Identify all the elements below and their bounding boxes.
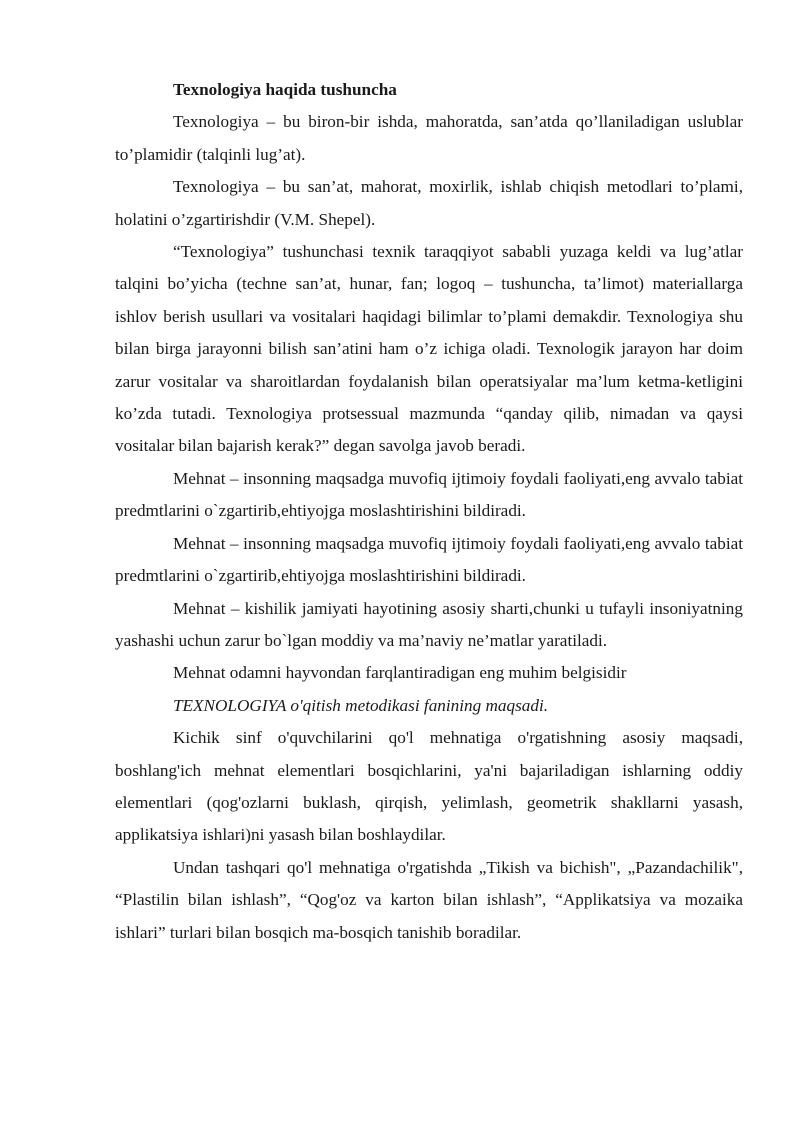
paragraph-definition-1: Texnologiya – bu biron-bir ishda, mahoratda, san’atda qo’llaniladigan uslublar to’plamidir (talqinli lug’at). [115, 112, 743, 164]
paragraph-labor-2: Mehnat – insonning maqsadga muvofiq ijtimoiy foydali faoliyati,eng avvalo tabiat predmtlarini o`zgartirib,ehtiyojga moslashtirishini bildiradi. [115, 533, 743, 586]
paragraph-labor-1: Mehnat – insonning maqsadga muvofiq ijtimoiy foydali faoliyati,eng avvalo tabiat predmtlarini o`zgartirib,ehtiyojga moslashtirishini bildiradi. [115, 468, 743, 521]
paragraph-technology-concept: “Texnologiya” tushunchasi texnik taraqqiyot sababli yuzaga keldi va lug’atlar talqini bo’yicha (techne san’at, hunar, fan; logoq – tushuncha, ta’limot) materiallarga ishlov berish usullari va vositalari haqidagi bilimlar to’plami demakdir. Texnologiya shu bilan birga jarayonni bilish san’atini ham o’z ichiga oladi. Texnologik jarayon har doim zarur vositalar va sharoitlardan foydalanish bilan operatsiyalar ma’lum ketma-ketligini ko’zda tutadi. Texnologiya protsessual mazmunda “qanday qilib, nimadan va qaysi vositalar bilan bajarish kerak?” degan savolga javob beradi. [115, 242, 743, 456]
paragraph-goal: Kichik sinf o'quvchilarini qo'l mehnatiga o'rgatishning asosiy maqsadi, boshlang'ich mehnat elementlari bosqichlarini, ya'ni bajariladigan ishlarning oddiy elementlari (qog'ozlarni buklash, qirqish, yelimlash, geometrik shakllarni yasash, applikatsiya ishlari)ni yasash bilan boshlaydilar. [115, 728, 743, 845]
paragraph-labor-4: Mehnat odamni hayvondan farqlantiradigan eng muhim belgisidir [173, 663, 627, 683]
paragraph-labor-3: Mehnat – kishilik jamiyati hayotining asosiy sharti,chunki u tufayli insoniyatning yashashi uchun zarur bo`lgan moddiy va ma’naviy ne’matlar yaratiladi. [115, 598, 743, 650]
document-body [115, 74, 743, 949]
paragraph-definition-2: Texnologiya – bu san’at, mahorat, moxirlik, ishlab chiqish metodlari to’plami, holatini o’zgartirishdir (V.M. Shepel). [115, 177, 743, 229]
section-heading: Texnologiya haqida tushuncha [173, 80, 397, 99]
italic-subheading: TEXNOLOGIYA o'qitish metodikasi fanining maqsadi. [173, 695, 549, 715]
paragraph-additional: Undan tashqari qo'l mehnatiga o'rgatishda „Tikish va bichish", „Pazandachilik", “Plastilin bilan ishlash”, “Qog'oz va karton bilan ishlash”, “Applikatsiya va mozaika ishlari” turlari bilan bosqich ma-bosqich tanishib boradilar. [115, 857, 743, 942]
